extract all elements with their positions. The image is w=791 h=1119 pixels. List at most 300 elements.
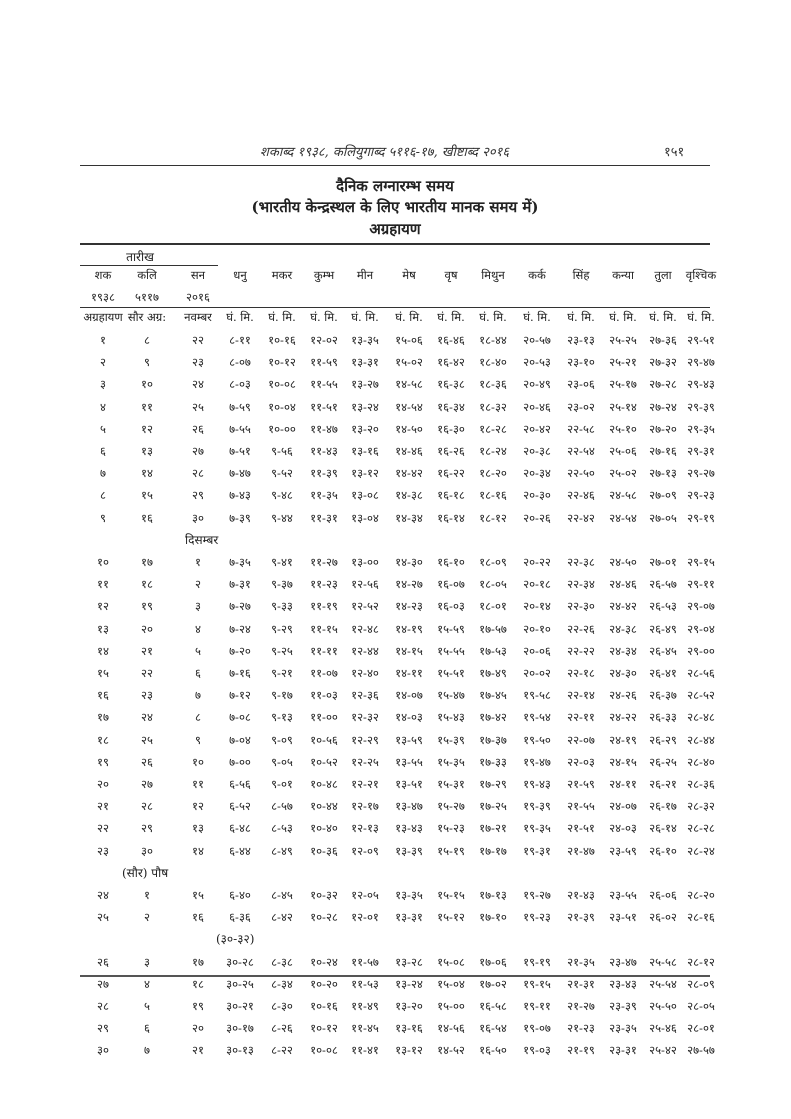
table-cell: ६-४० xyxy=(229,888,251,902)
table-cell: १२-०२ xyxy=(310,333,338,347)
table-cell: २४-०३ xyxy=(609,821,637,835)
table-cell: १७-१० xyxy=(479,910,507,924)
table-cell: ८-३० xyxy=(271,999,293,1013)
table-cell: २९-२७ xyxy=(687,466,715,480)
table-cell: १३-२० xyxy=(351,422,379,436)
table-cell: १४-३० xyxy=(395,555,423,569)
table-cell: १६-२६ xyxy=(437,444,465,458)
table-cell: १७-५३ xyxy=(479,644,507,658)
table-cell: २९-०० xyxy=(687,644,715,658)
table-cell: ६-५२ xyxy=(229,799,251,813)
table-cell: १३-३५ xyxy=(351,333,379,347)
table-row xyxy=(80,844,715,864)
table-row xyxy=(80,422,715,442)
table-cell: २०-५३ xyxy=(523,355,551,369)
table-cell: १९ xyxy=(141,599,153,613)
table-cell: २३-३१ xyxy=(609,1043,637,1057)
table-cell: २४-१९ xyxy=(609,733,637,747)
table-cell: २२-१४ xyxy=(567,688,595,702)
table-cell: २० xyxy=(141,622,153,636)
table-cell: १०-०० xyxy=(268,422,296,436)
page-title: दैनिक लग्नारम्भ समय xyxy=(336,177,454,195)
table-cell: १३-२० xyxy=(395,999,423,1013)
table-cell: ३०-२८ xyxy=(226,955,254,969)
table-cell: २६-०२ xyxy=(649,910,677,924)
table-cell: ११-५९ xyxy=(310,355,338,369)
table-cell: २३-५१ xyxy=(609,910,637,924)
table-cell: २९-०४ xyxy=(687,622,715,636)
table-cell: ९ xyxy=(100,511,106,525)
table-cell: घं. मि. xyxy=(523,310,551,324)
table-cell: ८-०७ xyxy=(229,355,251,369)
table-cell: २९-१५ xyxy=(687,555,715,569)
table-cell: १७-३३ xyxy=(479,755,507,769)
table-cell: ३ xyxy=(195,599,201,613)
table-cell: १२ xyxy=(141,422,153,436)
table-cell: २१-३५ xyxy=(567,955,595,969)
table-cell: १०-०८ xyxy=(310,1043,338,1057)
table-cell: २१-३९ xyxy=(567,910,595,924)
table-cell: २९ xyxy=(97,1021,109,1035)
table-cell: ९-१३ xyxy=(271,710,293,724)
table-cell: १४ xyxy=(97,644,109,658)
table-cell: ४ xyxy=(144,977,150,991)
table-cell: २८ xyxy=(97,999,109,1013)
table-row xyxy=(80,688,715,708)
table-cell: २५-०६ xyxy=(609,444,637,458)
table-cell: २०-२६ xyxy=(523,511,551,525)
table-cell: १७-४९ xyxy=(479,666,507,680)
table-cell: १३-३१ xyxy=(351,355,379,369)
table-cell: १०-२० xyxy=(310,977,338,991)
table-cell: १७-०६ xyxy=(479,955,507,969)
table-row xyxy=(80,444,715,464)
table-cell: १५-४७ xyxy=(437,688,465,702)
table-cell: १५-३१ xyxy=(437,777,465,791)
table-cell: १९-५४ xyxy=(523,710,551,724)
table-cell: सन xyxy=(190,268,206,282)
table-cell: ११-४३ xyxy=(310,444,338,458)
table-cell: २३-१३ xyxy=(567,333,595,347)
table-cell: २४-२२ xyxy=(609,710,637,724)
table-cell: ८ xyxy=(144,333,150,347)
table-cell: १५-१९ xyxy=(437,844,465,858)
table-cell: १६ xyxy=(141,511,153,525)
table-cell: १ xyxy=(144,888,150,902)
table-cell: २९ xyxy=(141,821,153,835)
table-cell: १३-५१ xyxy=(395,777,423,791)
table-cell: ११-३१ xyxy=(310,511,338,525)
table-cell: ८-२६ xyxy=(271,1021,293,1035)
table-cell: ८-४२ xyxy=(271,910,293,924)
table-cell: ११-३५ xyxy=(310,488,338,502)
table-row xyxy=(80,777,715,797)
table-cell: ३० xyxy=(141,844,153,858)
table-cell: २०-१८ xyxy=(523,577,551,591)
table-cell: २६-४१ xyxy=(649,666,677,680)
table-cell: १०-३६ xyxy=(310,844,338,858)
running-head: शकाब्द १९३८, कलियुगाब्द ५११६-१७, खीष्टाब्द २०१६ xyxy=(260,145,510,160)
table-cell: घं. मि. xyxy=(687,310,715,324)
table-cell: २८-३६ xyxy=(687,777,715,791)
table-cell: २३-१० xyxy=(567,355,595,369)
table-cell: १७-२९ xyxy=(479,777,507,791)
table-cell: ६-४८ xyxy=(229,821,251,835)
table-cell: ३ xyxy=(100,377,106,391)
table-cell: १२ xyxy=(97,599,109,613)
table-cell: २६-२५ xyxy=(649,755,677,769)
table-cell: २८-४८ xyxy=(687,710,715,724)
table-cell: २५-१० xyxy=(609,422,637,436)
table-cell: १२-२९ xyxy=(351,733,379,747)
table-cell: २८-४४ xyxy=(687,733,715,747)
table-cell: २४-१५ xyxy=(609,755,637,769)
table-cell: २२-३० xyxy=(567,599,595,613)
table-cell: ९-५६ xyxy=(271,444,293,458)
table-cell: १० xyxy=(192,755,204,769)
table-cell: ६-४४ xyxy=(229,844,251,858)
table-cell: २४-४२ xyxy=(609,599,637,613)
table-cell: २६-४५ xyxy=(649,644,677,658)
table-cell: २६-२१ xyxy=(649,777,677,791)
table-cell: २७-०५ xyxy=(649,511,677,525)
table-cell: १९-५० xyxy=(523,733,551,747)
table-cell: १६-४६ xyxy=(437,333,465,347)
table-cell: २३-५९ xyxy=(609,844,637,858)
table-cell: १५-२३ xyxy=(437,821,465,835)
table-cell: २२-१८ xyxy=(567,666,595,680)
table-cell: १७-२५ xyxy=(479,799,507,813)
table-cell: २२-४६ xyxy=(567,488,595,502)
table-cell: ११-०० xyxy=(310,710,338,724)
table-cell: १८-२८ xyxy=(479,422,507,436)
table-cell: २२-०३ xyxy=(567,755,595,769)
table-cell: ८-४५ xyxy=(271,888,293,902)
table-cell: २५-५० xyxy=(649,999,677,1013)
table-cell: १६-५८ xyxy=(479,999,507,1013)
table-cell: २ xyxy=(100,355,106,369)
table-cell: ७ xyxy=(100,466,106,480)
table-cell: घं. मि. xyxy=(567,310,595,324)
table-cell: ८-५३ xyxy=(271,821,293,835)
table-cell: १९-११ xyxy=(523,999,551,1013)
table-cell: २९-२३ xyxy=(687,488,715,502)
table-cell: घं. मि. xyxy=(395,310,423,324)
table-cell: १०-१६ xyxy=(310,999,338,1013)
table-cell: १२-५२ xyxy=(351,599,379,613)
table-cell: १४-३८ xyxy=(395,488,423,502)
table-cell: १७-०२ xyxy=(479,977,507,991)
table-cell: कर्क xyxy=(528,268,546,282)
table-cell: २३-०२ xyxy=(567,400,595,414)
table-row xyxy=(80,910,715,930)
table-cell: ७-५९ xyxy=(229,400,251,414)
table-cell: १०-५६ xyxy=(310,733,338,747)
table-cell: ११-०७ xyxy=(310,666,338,680)
table-cell: १४-५० xyxy=(395,422,423,436)
table-row xyxy=(80,377,715,397)
table-cell: २२-०७ xyxy=(567,733,595,747)
table-cell: १५-३५ xyxy=(437,755,465,769)
table-cell: १ xyxy=(100,333,106,347)
table-cell: १४-१९ xyxy=(395,622,423,636)
table-cell: १७-३७ xyxy=(479,733,507,747)
table-cell: २१-१९ xyxy=(567,1043,595,1057)
table-cell: १० xyxy=(141,377,153,391)
table-cell: १४-४२ xyxy=(395,466,423,480)
table-cell: २५-२५ xyxy=(609,333,637,347)
table-cell: २१ xyxy=(141,644,153,658)
table-cell: २१-२३ xyxy=(567,1021,595,1035)
table-cell: २९-४३ xyxy=(687,377,715,391)
table-cell: २४-११ xyxy=(609,777,637,791)
table-cell: १२-०९ xyxy=(351,844,379,858)
table-cell: १३-३५ xyxy=(395,888,423,902)
table-cell: २२ xyxy=(141,666,153,680)
table-cell: १२-१७ xyxy=(351,799,379,813)
table-cell: ९-५२ xyxy=(271,466,293,480)
table-cell: १४-३४ xyxy=(395,511,423,525)
table-cell: २४-३४ xyxy=(609,644,637,658)
table-row xyxy=(80,755,715,775)
table-cell: वृश्चिक xyxy=(685,268,717,282)
table-cell: २३-५५ xyxy=(609,888,637,902)
table-cell: २४ xyxy=(141,710,153,724)
table-cell: १६-१८ xyxy=(437,488,465,502)
table-row xyxy=(80,577,715,597)
table-cell: २६-१७ xyxy=(649,799,677,813)
table-cell: २२-५० xyxy=(567,466,595,480)
table-cell: १६ xyxy=(192,910,204,924)
table-cell: मकर xyxy=(271,268,293,282)
table-cell: १ xyxy=(195,555,201,569)
table-cell: १३-२७ xyxy=(351,377,379,391)
table-cell: १३-२८ xyxy=(395,955,423,969)
table-cell: २२-२२ xyxy=(567,644,595,658)
table-row xyxy=(80,733,715,753)
table-cell: ८-५७ xyxy=(271,799,293,813)
table-cell: २०-२२ xyxy=(523,555,551,569)
table-cell: १५-०४ xyxy=(437,977,465,991)
table-cell: २०१६ xyxy=(186,290,210,304)
table-cell: ९-४१ xyxy=(271,555,293,569)
table-cell: २१ xyxy=(192,1043,204,1057)
table-cell: १४-०७ xyxy=(395,688,423,702)
table-cell: ९-०१ xyxy=(271,777,293,791)
table-row xyxy=(80,888,715,908)
table-cell: २८-५६ xyxy=(687,666,715,680)
table-cell: २६ xyxy=(192,422,204,436)
table-cell: २८-०९ xyxy=(687,977,715,991)
table-cell: ११ xyxy=(141,400,153,414)
table-cell: १५-०० xyxy=(437,999,465,1013)
table-cell: २५-१७ xyxy=(609,377,637,391)
table-cell: १६-०७ xyxy=(437,577,465,591)
table-cell: १४-२३ xyxy=(395,599,423,613)
table-cell: १३-४३ xyxy=(395,821,423,835)
table-cell: ८-३४ xyxy=(271,977,293,991)
table-cell: १४-४६ xyxy=(395,444,423,458)
table-cell: १२-४० xyxy=(351,666,379,680)
table-cell: २६-०६ xyxy=(649,888,677,902)
table-cell: १३-०० xyxy=(351,555,379,569)
table-cell: २५ xyxy=(97,910,109,924)
table-cell: २९-३१ xyxy=(687,444,715,458)
table-cell: घं. मि. xyxy=(437,310,465,324)
table-cell: ३०-२५ xyxy=(226,977,254,991)
table-cell: २९-०७ xyxy=(687,599,715,613)
table-cell: ७-३१ xyxy=(229,577,251,591)
table-cell: ११-५३ xyxy=(351,977,379,991)
table-row xyxy=(80,710,715,730)
table-cell: २७ xyxy=(141,777,153,791)
table-cell: २८-२० xyxy=(687,888,715,902)
table-cell: १०-०४ xyxy=(268,400,296,414)
table-cell: २१-५१ xyxy=(567,821,595,835)
table-cell: १४ xyxy=(141,466,153,480)
table-cell: ११ xyxy=(97,577,109,591)
table-cell: १३-२४ xyxy=(351,400,379,414)
column-header-row xyxy=(80,268,717,288)
table-cell: धनु xyxy=(233,268,247,282)
table-cell: ७-२४ xyxy=(229,622,251,636)
table-cell: ११-५७ xyxy=(351,955,379,969)
table-cell: २ xyxy=(144,910,150,924)
table-cell: १८-१६ xyxy=(479,488,507,502)
table-cell: २४-५० xyxy=(609,555,637,569)
table-cell: ३०-१३ xyxy=(226,1043,254,1057)
table-cell: २८ xyxy=(141,799,153,813)
table-cell: २८-४० xyxy=(687,755,715,769)
table-cell: घं. मि. xyxy=(268,310,296,324)
table-cell: १३-१६ xyxy=(395,1021,423,1035)
table-cell: २१ xyxy=(97,799,109,813)
table-cell: २३-४३ xyxy=(609,977,637,991)
table-cell: २०-५७ xyxy=(523,333,551,347)
table-row xyxy=(80,622,715,642)
table-cell: २६-३७ xyxy=(649,688,677,702)
table-cell: २२-३४ xyxy=(567,577,595,591)
table-cell: मिथुन xyxy=(481,268,505,282)
table-cell: १८ xyxy=(97,733,109,747)
table-cell: २४-०७ xyxy=(609,799,637,813)
table-cell: १६-४२ xyxy=(437,355,465,369)
page-subtitle: (भारतीय केन्द्रस्थल के लिए भारतीय मानक समय में) xyxy=(251,198,539,216)
table-cell: १८-२४ xyxy=(479,444,507,458)
table-row xyxy=(80,821,715,841)
table-row xyxy=(80,466,715,486)
table-cell: ४ xyxy=(100,400,106,414)
table-cell: २९-१९ xyxy=(687,511,715,525)
table-cell: ५११७ xyxy=(135,290,159,304)
table-cell: २१-५५ xyxy=(567,799,595,813)
table-cell: २०-१० xyxy=(523,622,551,636)
table-cell: ८ xyxy=(100,488,106,502)
table-cell: ११-३९ xyxy=(310,466,338,480)
table-cell: २३ xyxy=(141,688,153,702)
table-cell: १८-३६ xyxy=(479,377,507,391)
table-cell: ८ xyxy=(195,710,201,724)
table-cell: २०-३८ xyxy=(523,444,551,458)
table-cell: २८-२४ xyxy=(687,844,715,858)
table-cell: २३-०६ xyxy=(567,377,595,391)
table-cell: ७-४७ xyxy=(229,466,251,480)
table-cell: २१-५९ xyxy=(567,777,595,791)
table-cell: १५-४३ xyxy=(437,710,465,724)
table-cell: ११-५५ xyxy=(310,377,338,391)
table-cell: १० xyxy=(97,555,109,569)
table-cell: २८-२८ xyxy=(687,821,715,835)
table-cell: ९-२१ xyxy=(271,666,293,680)
table-cell: २० xyxy=(97,777,109,791)
table-cell: २५ xyxy=(141,733,153,747)
table-cell: १०-४४ xyxy=(310,799,338,813)
table-cell: २९-४७ xyxy=(687,355,715,369)
table-cell: २४ xyxy=(97,888,109,902)
table-cell: २०-०६ xyxy=(523,644,551,658)
table-row xyxy=(80,1043,715,1063)
table-cell: २३ xyxy=(97,844,109,858)
table-cell: १३-२४ xyxy=(395,977,423,991)
table-cell: ३०-२१ xyxy=(226,999,254,1013)
table-cell: १२-४४ xyxy=(351,644,379,658)
table-cell: १७-४५ xyxy=(479,688,507,702)
table-cell: १९-४७ xyxy=(523,755,551,769)
table-cell: २० xyxy=(192,1021,204,1035)
table-cell: २६ xyxy=(97,955,109,969)
table-cell: १६-३४ xyxy=(437,400,465,414)
table-cell: १५ xyxy=(192,888,204,902)
table-cell: १२-२१ xyxy=(351,777,379,791)
table-cell: ११-१९ xyxy=(310,599,338,613)
table-cell: १९ xyxy=(192,999,204,1013)
table-cell: १६-३० xyxy=(437,422,465,436)
table-cell: १४ xyxy=(192,844,204,858)
table-cell: घं. मि. xyxy=(609,310,637,324)
table-cell: १३-५९ xyxy=(395,733,423,747)
table-cell: २९ xyxy=(192,488,204,502)
table-cell: २६-२९ xyxy=(649,733,677,747)
table-cell: ८-३८ xyxy=(271,955,293,969)
table-cell: १३-१६ xyxy=(351,444,379,458)
table-cell: १३-५५ xyxy=(395,755,423,769)
table-row xyxy=(80,999,715,1019)
table-cell: १७-२१ xyxy=(479,821,507,835)
table-cell: वृष xyxy=(444,268,458,282)
table-cell: ११-२३ xyxy=(310,577,338,591)
table-cell: मीन xyxy=(356,268,374,282)
table-cell: १७ xyxy=(97,710,109,724)
table-cell: ९-४८ xyxy=(271,488,293,502)
table-cell: ९-०९ xyxy=(271,733,293,747)
table-cell: १६-३८ xyxy=(437,377,465,391)
table-cell: ११-४७ xyxy=(310,422,338,436)
table-row xyxy=(80,799,715,819)
table-cell: १४-१५ xyxy=(395,644,423,658)
table-row xyxy=(80,400,715,420)
table-cell: २४-३० xyxy=(609,666,637,680)
table-cell: २४-४६ xyxy=(609,577,637,591)
table-cell: १७ xyxy=(141,555,153,569)
table-cell: २०-०२ xyxy=(523,666,551,680)
table-cell: १४-५२ xyxy=(437,1043,465,1057)
table-cell: १९-१५ xyxy=(523,977,551,991)
table-cell: १९-३५ xyxy=(523,821,551,835)
table-cell: १४-११ xyxy=(395,666,423,680)
table-cell: १५-५१ xyxy=(437,666,465,680)
table-cell: २९-११ xyxy=(687,577,715,591)
table-cell: २६-१४ xyxy=(649,821,677,835)
